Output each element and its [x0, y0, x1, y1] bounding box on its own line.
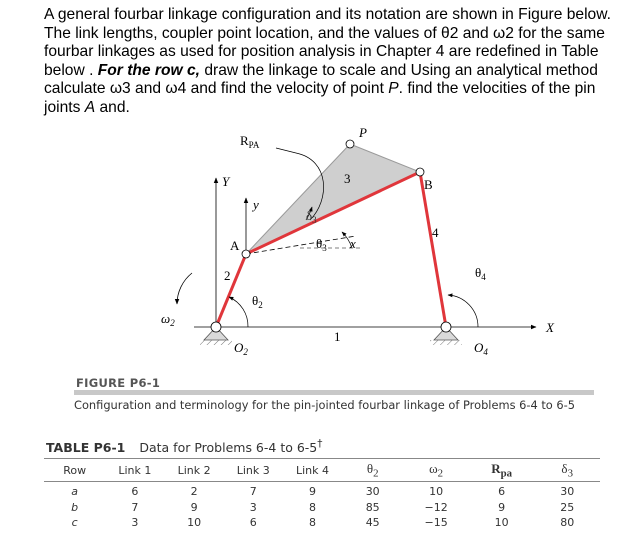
pin-a — [242, 250, 250, 258]
problem-text-1: A general fourbar linkage configuration and its notation are shown in Figure below. The link lengths, coupler point location, and the values of θ2 and ω2 for the same fourbar linkages as used for position analysis in Chapter 4 are redefined in Table below . — [44, 6, 611, 79]
table-row: a 6 2 7 9 30 10 6 30 — [71, 485, 575, 499]
figure-description: Configuration and terminology for the pin-jointed fourbar linkage of Problems 6-4 to 6-5 — [74, 398, 576, 412]
col-rpa: $R_{pa}$ — [491, 460, 513, 480]
link-4 — [420, 172, 446, 327]
label-y-local: y — [253, 197, 259, 212]
label-x-local: x — [350, 236, 356, 251]
label-theta3: $\theta_3$ — [316, 236, 327, 253]
label-b: B — [424, 177, 433, 192]
problem-text-4: and. — [95, 98, 130, 116]
col-omega2: $\omega_2$ — [429, 460, 444, 480]
coupler-triangle — [246, 144, 420, 254]
table-title — [46, 438, 322, 455]
table-top-rule — [44, 458, 600, 459]
label-link-4: 4 — [432, 225, 439, 240]
label-o4: $O_4$ — [474, 340, 488, 357]
label-link-3: 3 — [344, 171, 351, 186]
label-link-2: 2 — [224, 268, 231, 283]
col-delta3: $\delta_3$ — [561, 460, 573, 480]
table-title-mark: † — [317, 438, 323, 450]
omega2-arc — [177, 273, 192, 304]
point-p — [346, 140, 354, 148]
col-link3: Link 3 — [236, 463, 270, 477]
table-row: c 3 10 6 8 45 −15 10 80 — [71, 516, 575, 530]
table-row: b 7 9 3 8 85 −12 9 25 — [71, 500, 575, 514]
label-delta3: $\delta_3$ — [306, 208, 317, 225]
label-o2: $O_2$ — [234, 340, 248, 357]
col-link2: Link 2 — [177, 463, 211, 477]
col-row: Row — [63, 463, 87, 477]
pin-b — [416, 168, 424, 176]
theta2-arc — [229, 297, 248, 327]
ground-pivot-o4 — [430, 322, 462, 345]
table-title-text: Data for Problems 6-4 to 6-5 — [139, 440, 318, 456]
problem-text-3: . find the velocities of the pin joints — [44, 80, 596, 116]
table-id: TABLE P6-1 — [46, 440, 126, 456]
col-theta2: $\theta_2$ — [366, 460, 379, 480]
label-rpa: $R_{PA}$ — [240, 133, 260, 150]
table-header-row — [44, 460, 600, 480]
label-x-axis: X — [546, 320, 554, 335]
col-link1: Link 1 — [118, 463, 152, 477]
label-theta2: $\theta_2$ — [252, 293, 263, 310]
problem-emphasis: For the row c, — [97, 61, 200, 79]
label-theta4: $\theta_4$ — [475, 265, 486, 282]
ground-pivot-o2 — [200, 322, 232, 345]
problem-text-2: draw the linkage to scale and Using an analytical method calculate ω3 and ω4 and find the velocity of point — [44, 61, 598, 98]
data-table — [44, 460, 600, 531]
problem-point-a: A — [84, 98, 96, 116]
label-p: P — [359, 125, 367, 140]
link-2 — [216, 254, 246, 327]
theta4-arc — [448, 295, 478, 327]
figure-caption-bar — [74, 390, 594, 395]
label-y-axis: Y — [222, 174, 230, 189]
rpa-leader — [276, 148, 296, 153]
label-link-1: 1 — [334, 329, 341, 344]
figure-caption: FIGURE P6-1 — [76, 376, 161, 390]
problem-point-p: P — [388, 80, 399, 98]
label-a: A — [230, 238, 240, 253]
label-omega2: $\omega_2$ — [161, 311, 175, 328]
col-link4: Link 4 — [295, 463, 329, 477]
